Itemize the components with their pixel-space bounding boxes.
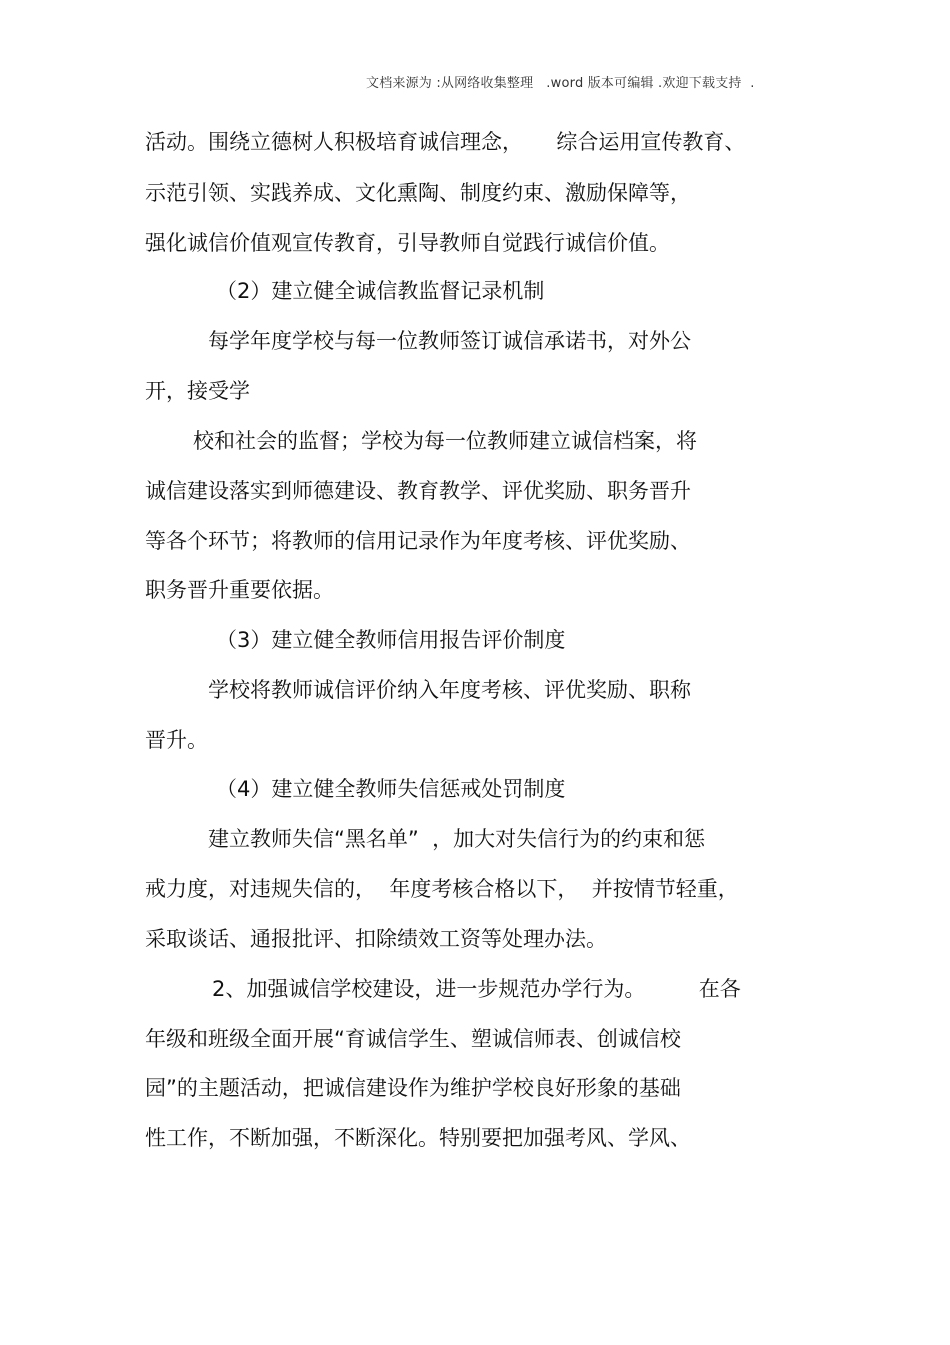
body-line: 建立教师失信“黑名单” ，加大对失信行为的约束和惩 bbox=[208, 827, 706, 851]
body-line: 晋升。 bbox=[145, 728, 208, 752]
body-line: 性工作，不断加强，不断深化。特别要把加强考风、学风、 bbox=[145, 1126, 691, 1150]
numbered-paragraph-start: 2、加强诚信学校建设，进一步规范办学行为。 在各 bbox=[212, 977, 741, 1001]
section-heading: （4）建立健全教师失信惩戒处罚制度 bbox=[216, 777, 566, 801]
body-line: 校和社会的监督；学校为每一位教师建立诚信档案，将 bbox=[193, 429, 697, 453]
body-line: 职务晋升重要依据。 bbox=[145, 578, 334, 602]
body-line: 活动。围绕立德树人积极培育诚信理念， 综合运用宣传教育、 bbox=[145, 130, 746, 154]
body-line: 采取谈话、通报批评、扣除绩效工资等处理办法。 bbox=[145, 927, 607, 951]
body-line: 每学年度学校与每一位教师签订诚信承诺书，对外公 bbox=[208, 329, 691, 353]
body-line: 学校将教师诚信评价纳入年度考核、评优奖励、职称 bbox=[208, 678, 691, 702]
body-line: 强化诚信价值观宣传教育，引导教师自觉践行诚信价值。 bbox=[145, 231, 670, 255]
document-source-header: 文档来源为 :从网络收集整理 .word 版本可编辑 .欢迎下载支持 . bbox=[366, 76, 755, 91]
body-line: 园”的主题活动，把诚信建设作为维护学校良好形象的基础 bbox=[145, 1076, 681, 1100]
body-line: 戒力度，对违规失信的， 年度考核合格以下， 并按情节轻重， bbox=[145, 877, 739, 901]
body-line: 诚信建设落实到师德建设、教育教学、评优奖励、职务晋升 bbox=[145, 479, 691, 503]
body-line: 示范引领、实践养成、文化熏陶、制度约束、激励保障等， bbox=[145, 181, 691, 205]
section-heading: （3）建立健全教师信用报告评价制度 bbox=[216, 628, 566, 652]
section-heading: （2）建立健全诚信教监督记录机制 bbox=[216, 279, 545, 303]
body-line: 等各个环节；将教师的信用记录作为年度考核、评优奖励、 bbox=[145, 529, 691, 553]
body-line: 开，接受学 bbox=[145, 379, 250, 403]
body-line: 年级和班级全面开展“育诚信学生、塑诚信师表、创诚信校 bbox=[145, 1027, 681, 1051]
